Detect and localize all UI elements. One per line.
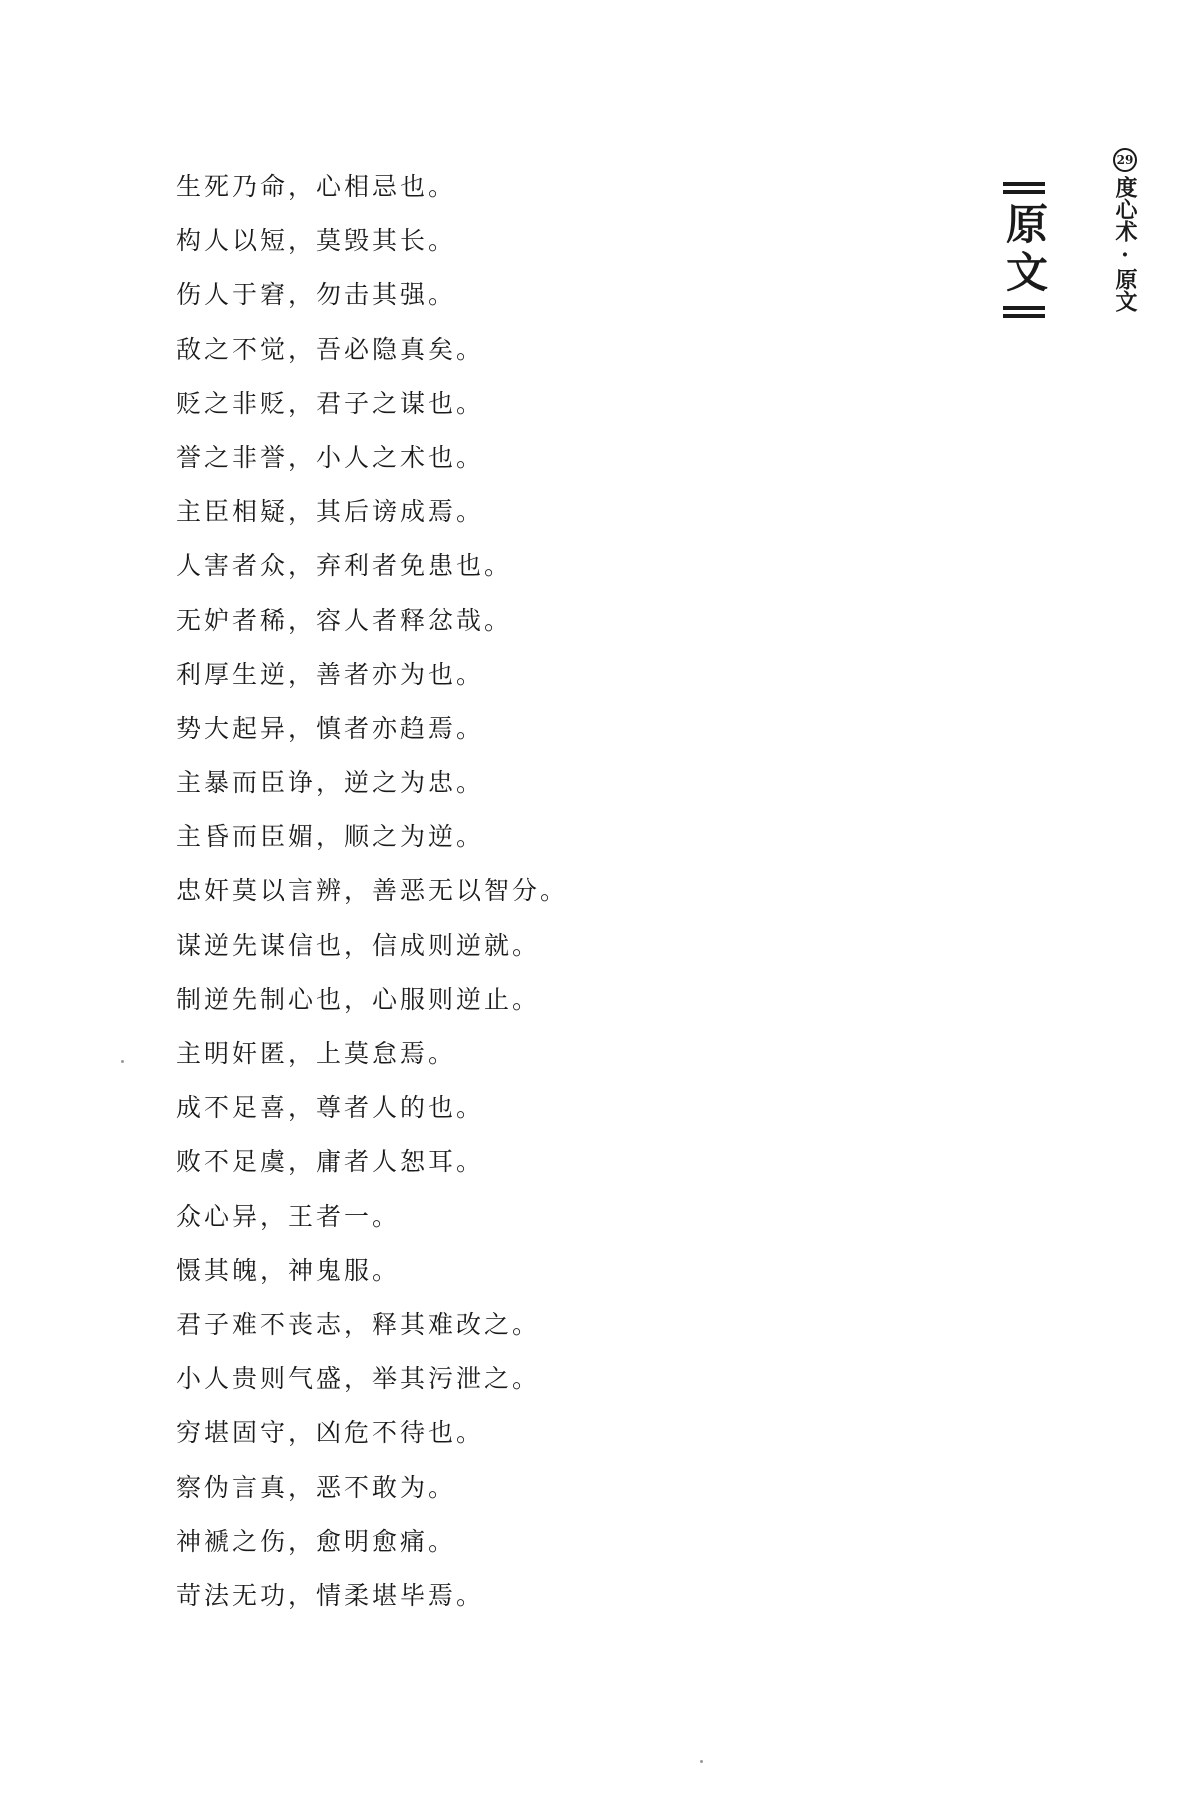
heading-top-bars (1003, 182, 1045, 194)
verse-line: 成不足喜，尊者人的也。 (176, 1093, 485, 1123)
page-number: 29 (1113, 148, 1137, 172)
section-heading (1001, 178, 1047, 322)
running-title: 度心术·原文 (1112, 176, 1138, 312)
verse-line: 敌之不觉，吾必隐真矣。 (176, 334, 485, 364)
verse-line: 察伪言真，恶不敢为。 (176, 1472, 457, 1502)
verse-line: 生死乃命，心相忌也。 (176, 172, 457, 201)
verse-line: 主昏而臣媚，顺之为逆。 (176, 822, 485, 852)
verse-line: 众心异，王者一。 (176, 1201, 401, 1231)
verse-line: 人害者众，弃利者免患也。 (176, 551, 513, 581)
verse-line: 主暴而臣诤，逆之为忠。 (176, 768, 485, 798)
scan-speck (700, 1760, 703, 1763)
verse-line: 势大起异，慎者亦趋焉。 (176, 713, 485, 743)
verse-line: 誉之非誉，小人之术也。 (176, 442, 485, 472)
verse-line: 败不足虞，庸者人恕耳。 (176, 1147, 485, 1177)
verse-line: 制逆先制心也，心服则逆止。 (176, 984, 541, 1014)
verse-line: 慑其魄，神鬼服。 (176, 1255, 401, 1285)
verse-line: 忠奸莫以言辨，善恶无以智分。 (176, 876, 569, 906)
heading-bottom-bars (1003, 306, 1045, 318)
section-heading-text: 原文 (1000, 202, 1049, 298)
verse-line: 神褫之伤，愈明愈痛。 (176, 1526, 457, 1556)
verse-line: 谋逆先谋信也，信成则逆就。 (176, 930, 541, 960)
verse-line: 无妒者稀，容人者释忿哉。 (176, 605, 513, 635)
verse-line: 苛法无功，情柔堪毕焉。 (176, 1580, 485, 1610)
verse-line: 主臣相疑，其后谤成焉。 (176, 497, 485, 527)
running-header (1110, 148, 1140, 312)
verse-line: 贬之非贬，君子之谋也。 (176, 388, 485, 418)
verse-line: 利厚生逆，善者亦为也。 (176, 659, 485, 689)
verse-line: 穷堪固守，凶危不待也。 (176, 1418, 485, 1448)
verse-line: 构人以短，莫毁其长。 (176, 226, 457, 256)
verse-line: 小人贵则气盛，举其污泄之。 (176, 1364, 541, 1394)
verse-line: 主明奸匿，上莫怠焉。 (176, 1039, 457, 1068)
verse-text-block (176, 160, 876, 1623)
verse-line: 伤人于窘，勿击其强。 (176, 280, 457, 310)
verse-line: 君子难不丧志，释其难改之。 (176, 1309, 541, 1339)
scan-speck (121, 1060, 124, 1063)
